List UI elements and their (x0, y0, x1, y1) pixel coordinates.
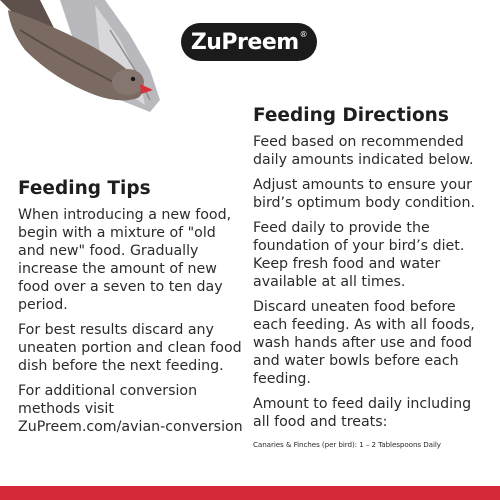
bird-head (112, 69, 144, 95)
directions-paragraph: Amount to feed daily including all food and treats: (253, 396, 472, 430)
tips-paragraph: For additional conversion methods visit ZuPreem.com/avian-conversion (18, 383, 243, 435)
bird-photo (0, 0, 175, 115)
feeding-tips-section (18, 178, 243, 443)
bird-eye (131, 77, 135, 81)
feeding-amount-note: Canaries & Finches (per bird): 1 – 2 Tablespoons Daily (253, 440, 441, 449)
logo-text: ZuPreem (190, 29, 299, 55)
directions-paragraph: Adjust amounts to ensure your bird’s optimum body condition. (253, 177, 475, 211)
zupreem-logo (181, 23, 317, 61)
tips-paragraph: For best results discard any uneaten portion and clean food dish before the next feeding. (18, 322, 242, 374)
directions-paragraph: Feed based on recommended daily amounts indicated below. (253, 134, 474, 168)
directions-paragraph: Feed daily to provide the foundation of your bird’s diet. Keep fresh food and water available at all times. (253, 220, 465, 290)
logo-reg-mark: ® (299, 29, 308, 39)
bottom-accent-bar (0, 486, 500, 500)
feeding-directions-section (253, 105, 488, 457)
tips-paragraph: When introducing a new food, begin with a mixture of "old and new" food. Gradually increase the amount of new food over a seven to ten day period. (18, 207, 232, 313)
feeding-directions-heading: Feeding Directions (253, 105, 449, 126)
directions-paragraph: Discard uneaten food before each feeding. As with all foods, wash hands after use and food and water bowls before each feeding. (253, 299, 475, 387)
feeding-tips-heading: Feeding Tips (18, 178, 151, 199)
